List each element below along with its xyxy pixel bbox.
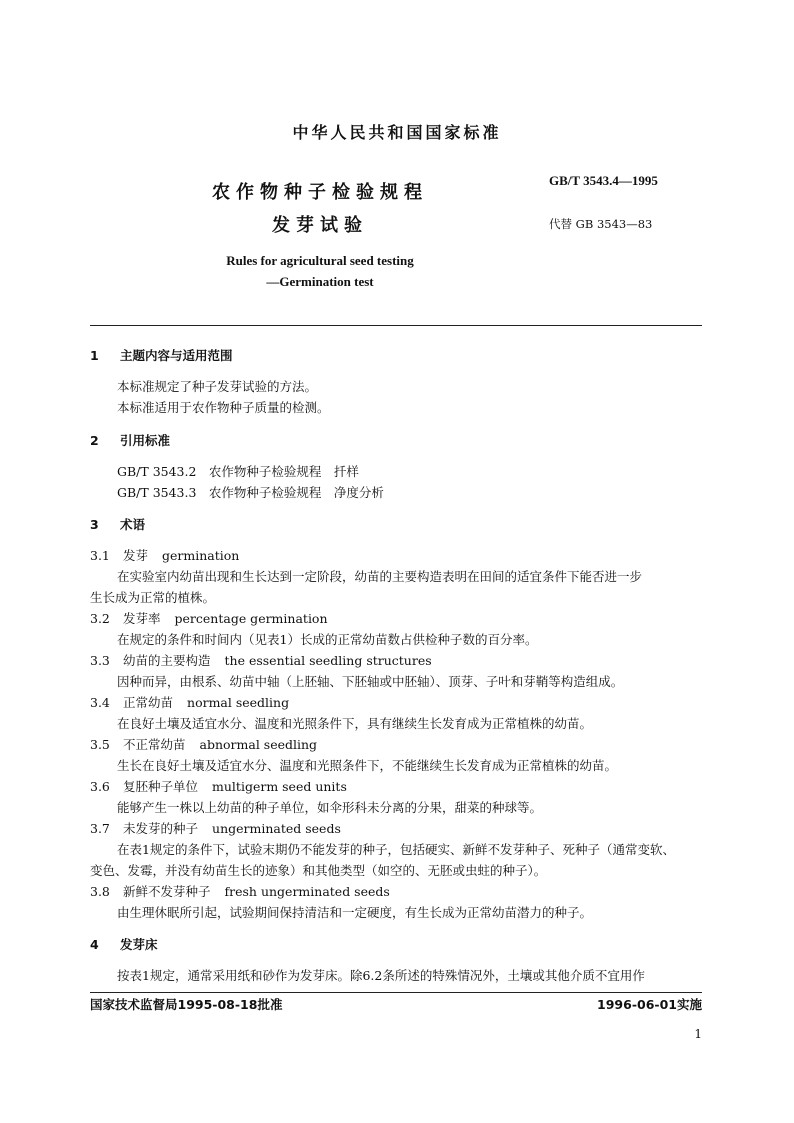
term-heading [90, 651, 432, 669]
section-number: 1 [90, 348, 99, 363]
term-cn: 不正常幼苗 [123, 737, 186, 752]
term-heading [90, 777, 347, 795]
term-definition: 在良好土壤及适宜水分、温度和光照条件下，具有继续生长发育成为正常植株的幼苗。 [117, 716, 593, 731]
term-en: multigerm seed units [212, 779, 347, 794]
section-number: 3 [90, 517, 99, 532]
term-heading [90, 735, 317, 753]
term-en: normal seedling [187, 695, 290, 710]
term-number: 3.6 [90, 779, 110, 794]
term-heading [90, 609, 328, 627]
term-definition: 生长成为正常的植株。 [90, 590, 216, 605]
term-cn: 复胚种子单位 [123, 779, 199, 794]
term-definition: 生长在良好土壤及适宜水分、温度和光照条件下，不能继续生长发育成为正常植株的幼苗。 [117, 758, 618, 773]
term-number: 3.8 [90, 884, 110, 899]
approval-note: 国家技术监督局1995-08-18批准 [90, 997, 283, 1012]
term-cn: 发芽率 [123, 611, 161, 626]
national-standard-heading: 中华人民共和国国家标准 [292, 123, 502, 142]
document-title: 农作物种子检验规程 [212, 182, 428, 203]
document-subtitle: 发芽试验 [272, 215, 368, 236]
term-heading [90, 882, 390, 900]
term-cn: 发芽 [123, 548, 149, 563]
term-en: germination [162, 548, 240, 563]
paragraph: 本标准规定了种子发芽试验的方法。 [117, 379, 318, 394]
replaces-note: 代替 GB 3543—83 [549, 217, 653, 231]
section-title: 术语 [120, 517, 146, 532]
term-en: fresh ungerminated seeds [224, 884, 390, 899]
term-cn: 幼苗的主要构造 [123, 653, 211, 668]
footer-divider [90, 992, 702, 993]
section-title: 发芽床 [120, 937, 158, 952]
term-cn: 正常幼苗 [123, 695, 174, 710]
term-definition: 由生理休眠所引起，试验期间保持清洁和一定硬度，有生长成为正常幼苗潜力的种子。 [117, 905, 593, 920]
term-definition: 在表1规定的条件下，试验末期仍不能发芽的种子，包括硬实、新鲜不发芽种子、死种子（通常变软、 [117, 842, 675, 857]
section-heading-1 [90, 346, 233, 364]
english-subtitle: —Germination test [266, 274, 374, 289]
term-cn: 未发芽的种子 [123, 821, 199, 836]
term-heading [90, 546, 239, 564]
section-heading-4 [90, 935, 158, 953]
standard-code: GB/T 3543.4—1995 [549, 173, 658, 188]
term-number: 3.2 [90, 611, 110, 626]
section-title: 引用标准 [120, 433, 171, 448]
header-divider [90, 325, 702, 326]
reference-item: GB/T 3543.2 农作物种子检验规程 扦样 [117, 464, 359, 479]
effective-date: 1996-06-01实施 [597, 997, 702, 1012]
section-number: 2 [90, 433, 99, 448]
page-number: 1 [694, 1027, 702, 1041]
term-definition: 能够产生一株以上幼苗的种子单位，如伞形科未分离的分果，甜菜的种球等。 [117, 800, 543, 815]
term-cn: 新鲜不发芽种子 [123, 884, 211, 899]
paragraph: 本标准适用于农作物种子质量的检测。 [117, 400, 330, 415]
english-title: Rules for agricultural seed testing [226, 253, 414, 268]
term-definition: 在规定的条件和时间内（见表1）长成的正常幼苗数占供检种子数的百分率。 [117, 632, 538, 647]
term-number: 3.7 [90, 821, 110, 836]
term-heading [90, 819, 341, 837]
term-en: ungerminated seeds [212, 821, 341, 836]
term-definition: 变色、发霉，并没有幼苗生长的迹象）和其他类型（如空的、无胚或虫蛀的种子）。 [90, 863, 547, 878]
term-number: 3.5 [90, 737, 110, 752]
section-heading-3 [90, 515, 145, 533]
term-number: 3.3 [90, 653, 110, 668]
section-number: 4 [90, 937, 99, 952]
term-definition: 在实验室内幼苗出现和生长达到一定阶段，幼苗的主要构造表明在田间的适宜条件下能否进一步 [117, 569, 643, 584]
term-definition: 因种而异，由根系、幼苗中轴（上胚轴、下胚轴或中胚轴）、顶芽、子叶和芽鞘等构造组成。 [117, 674, 624, 689]
term-number: 3.1 [90, 548, 110, 563]
term-heading [90, 693, 289, 711]
term-en: abnormal seedling [199, 737, 318, 752]
reference-item: GB/T 3543.3 农作物种子检验规程 净度分析 [117, 485, 384, 500]
paragraph: 按表1规定，通常采用纸和砂作为发芽床。除6.2条所述的特殊情况外，土壤或其他介质不宜用作 [117, 968, 645, 983]
term-number: 3.4 [90, 695, 110, 710]
term-en: percentage germination [174, 611, 328, 626]
section-title: 主题内容与适用范围 [120, 348, 233, 363]
section-heading-2 [90, 431, 170, 449]
term-en: the essential seedling structures [224, 653, 432, 668]
